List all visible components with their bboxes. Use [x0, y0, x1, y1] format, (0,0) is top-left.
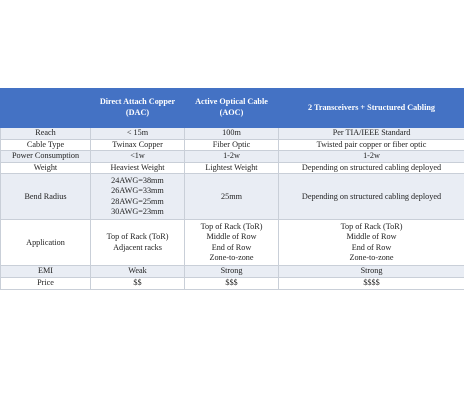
table-row — [1, 151, 464, 163]
comparison-table — [0, 88, 464, 290]
table-cell — [185, 266, 279, 278]
cell-line: 30AWG=23mm — [111, 207, 164, 217]
cell-line: Heaviest Weight — [110, 162, 165, 172]
cell-line: Twinax Copper — [112, 139, 163, 149]
cell-line: Middle of Row — [346, 232, 397, 242]
cell-line: <1w — [130, 151, 145, 161]
cell-line: < 15m — [126, 128, 149, 137]
cell-line: Top of Rack (ToR) — [200, 221, 263, 231]
table-row — [1, 174, 464, 220]
cell-line: Zone-to-zone — [349, 253, 394, 263]
table-cell — [185, 162, 279, 174]
cell-line: 1-2w — [223, 151, 240, 161]
header-dac: Direct Attach Copper (DAC) — [91, 89, 185, 128]
cell-line: $$$ — [225, 277, 238, 287]
table-cell — [279, 139, 464, 151]
table-row — [1, 277, 464, 289]
row-label: Price — [1, 277, 91, 289]
table-cell — [91, 162, 185, 174]
row-label: Power Consumption — [1, 151, 91, 163]
table-row — [1, 266, 464, 278]
row-label: Reach — [1, 128, 91, 140]
table-cell — [91, 174, 185, 220]
cell-line: Top of Rack (ToR) — [106, 232, 169, 242]
table-row — [1, 220, 464, 266]
table-cell — [91, 266, 185, 278]
table-cell — [91, 151, 185, 163]
table-cell — [279, 266, 464, 278]
table-cell — [185, 277, 279, 289]
cell-line: Strong — [360, 266, 383, 276]
cell-line: Lightest Weight — [205, 162, 258, 172]
cell-line: Per TIA/IEEE Standard — [332, 128, 411, 137]
row-label: Weight — [1, 162, 91, 174]
cell-line: Middle of Row — [206, 232, 257, 242]
table-cell — [91, 128, 185, 140]
cell-line: 28AWG=25mm — [111, 196, 164, 206]
cell-line: 26AWG=33mm — [111, 186, 164, 196]
table-cell — [279, 128, 464, 140]
cell-line: $$ — [133, 277, 142, 287]
row-label: Bend Radius — [1, 174, 91, 220]
cell-line: End of Row — [351, 242, 392, 252]
cell-line: Twisted pair copper or fiber optic — [316, 139, 427, 149]
cell-line: 24AWG=38mm — [111, 175, 164, 185]
table-cell — [185, 174, 279, 220]
table-cell — [279, 151, 464, 163]
cell-line: Adjacent racks — [113, 242, 162, 252]
table-row — [1, 128, 464, 140]
header-aoc: Active Optical Cable (AOC) — [185, 89, 279, 128]
table-cell — [91, 220, 185, 266]
table-cell — [185, 128, 279, 140]
table-cell — [279, 174, 464, 220]
cell-line: Depending on structured cabling deployed — [301, 191, 442, 201]
table-cell — [279, 220, 464, 266]
table-row — [1, 162, 464, 174]
cell-line: 1-2w — [363, 151, 380, 161]
header-row — [1, 89, 464, 128]
row-label: EMI — [1, 266, 91, 278]
table-cell — [185, 220, 279, 266]
table-row — [1, 139, 464, 151]
cell-line: Depending on structured cabling deployed — [301, 162, 442, 172]
cell-line: Fiber Optic — [212, 139, 251, 149]
cell-line: Weak — [128, 266, 147, 276]
row-label: Cable Type — [1, 139, 91, 151]
cell-line: End of Row — [211, 242, 252, 252]
cell-line: Strong — [220, 266, 243, 276]
table-cell — [185, 151, 279, 163]
cell-line: 100m — [222, 128, 241, 137]
table-cell — [91, 139, 185, 151]
cell-line: $$$$ — [363, 277, 380, 287]
cell-line: Top of Rack (ToR) — [340, 221, 403, 231]
cell-line: 25mm — [221, 191, 242, 201]
table-cell — [91, 277, 185, 289]
table-cell — [185, 139, 279, 151]
row-label: Application — [1, 220, 91, 266]
header-blank — [1, 89, 91, 128]
table-cell — [279, 277, 464, 289]
table-cell — [279, 162, 464, 174]
header-transceivers: 2 Transceivers + Structured Cabling — [279, 89, 464, 128]
cell-line: Zone-to-zone — [209, 253, 254, 263]
